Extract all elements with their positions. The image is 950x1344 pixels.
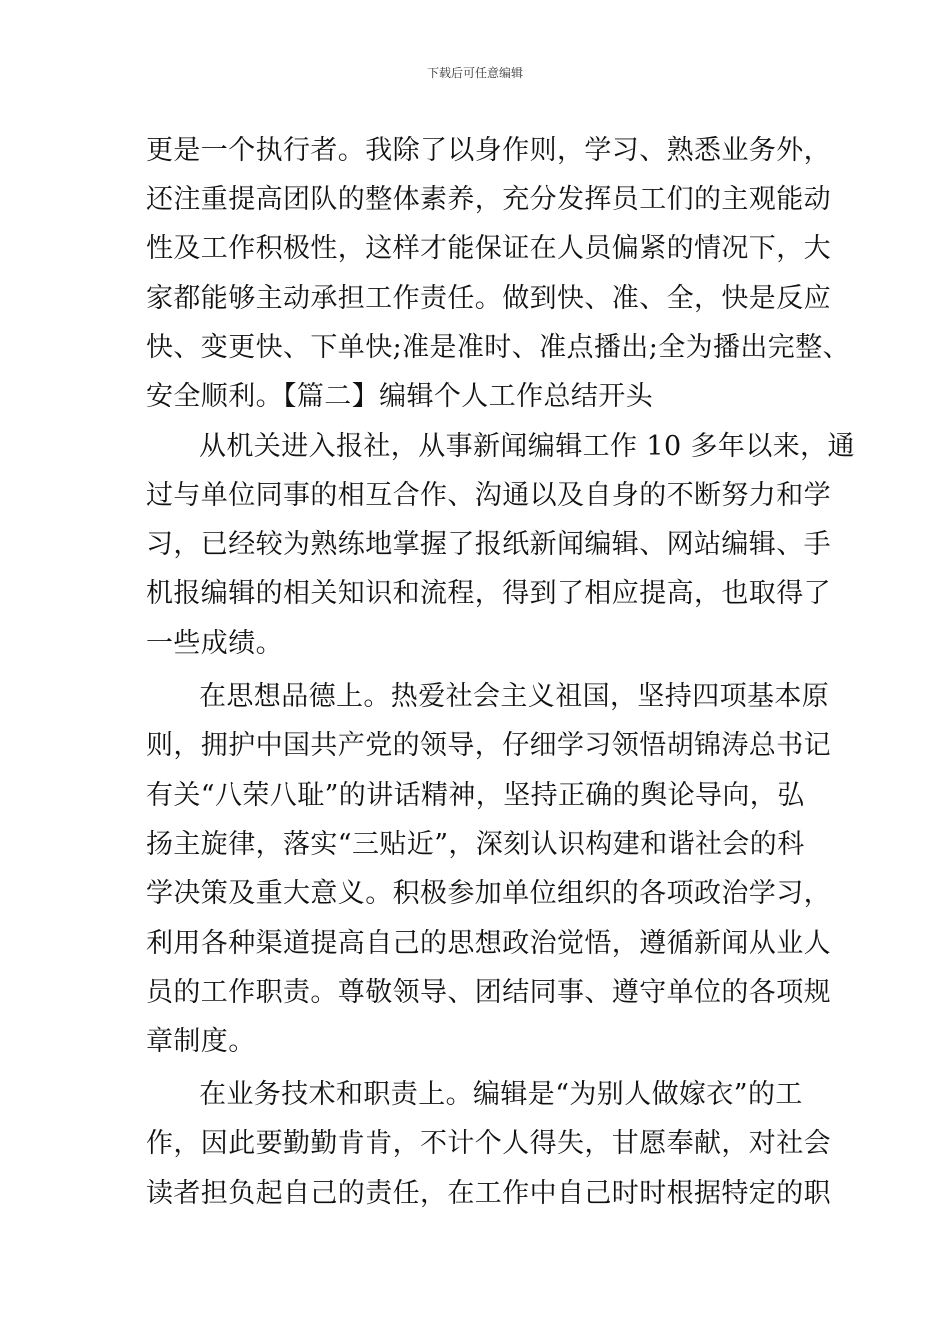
paragraph-line: 家都能够主动承担工作责任。做到快、准、全，快是反应	[146, 283, 831, 314]
paragraph-line: 习，已经较为熟练地掌握了报纸新闻编辑、网站编辑、手	[146, 529, 831, 560]
paragraph-line: 还注重提高团队的整体素养，充分发挥员工们的主观能动	[146, 184, 831, 215]
paragraph-line: 性及工作积极性，这样才能保证在人员偏紧的情况下，大	[146, 233, 831, 264]
paragraph-line: 安全顺利。【篇二】编辑个人工作总结开头	[146, 381, 654, 412]
paragraph-line: 有关“八荣八耻”的讲话精神，坚持正确的舆论导向，弘	[146, 780, 805, 811]
paragraph-line: 学决策及重大意义。积极参加单位组织的各项政治学习，	[146, 878, 831, 909]
paragraph-line: 更是一个执行者。我除了以身作则，学习、熟悉业务外，	[146, 135, 831, 166]
paragraph-line: 从机关进入报社，从事新闻编辑工作 10 多年以来，通	[199, 431, 855, 462]
paragraph-line: 在思想品德上。热爱社会主义祖国，坚持四项基本原	[199, 681, 830, 712]
paragraph-line: 利用各种渠道提高自己的思想政治觉悟，遵循新闻从业人	[146, 928, 831, 959]
paragraph-line: 读者担负起自己的责任，在工作中自己时时根据特定的职	[146, 1178, 831, 1209]
paragraph-line: 则，拥护中国共产党的领导，仔细学习领悟胡锦涛总书记	[146, 730, 831, 761]
paragraph-line: 快、变更快、下单快;准是准时、准点播出;全为播出完整、	[146, 332, 850, 363]
page-header: 下载后可任意编辑	[426, 66, 523, 80]
paragraph-line: 在业务技术和职责上。编辑是“为别人做嫁衣”的工	[199, 1079, 803, 1110]
paragraph-line: 机报编辑的相关知识和流程，得到了相应提高，也取得了	[146, 578, 831, 609]
paragraph-line: 过与单位同事的相互合作、沟通以及自身的不断努力和学	[146, 480, 831, 511]
paragraph-line: 章制度。	[146, 1026, 256, 1057]
paragraph-line: 作，因此要勤勤肯肯，不计个人得失，甘愿奉献，对社会	[146, 1128, 831, 1159]
paragraph-line: 一些成绩。	[146, 628, 283, 659]
paragraph-line: 扬主旋律，落实“三贴近”，深刻认识构建和谐社会的科	[146, 829, 805, 860]
paragraph-line: 员的工作职责。尊敬领导、团结同事、遵守单位的各项规	[146, 977, 831, 1008]
